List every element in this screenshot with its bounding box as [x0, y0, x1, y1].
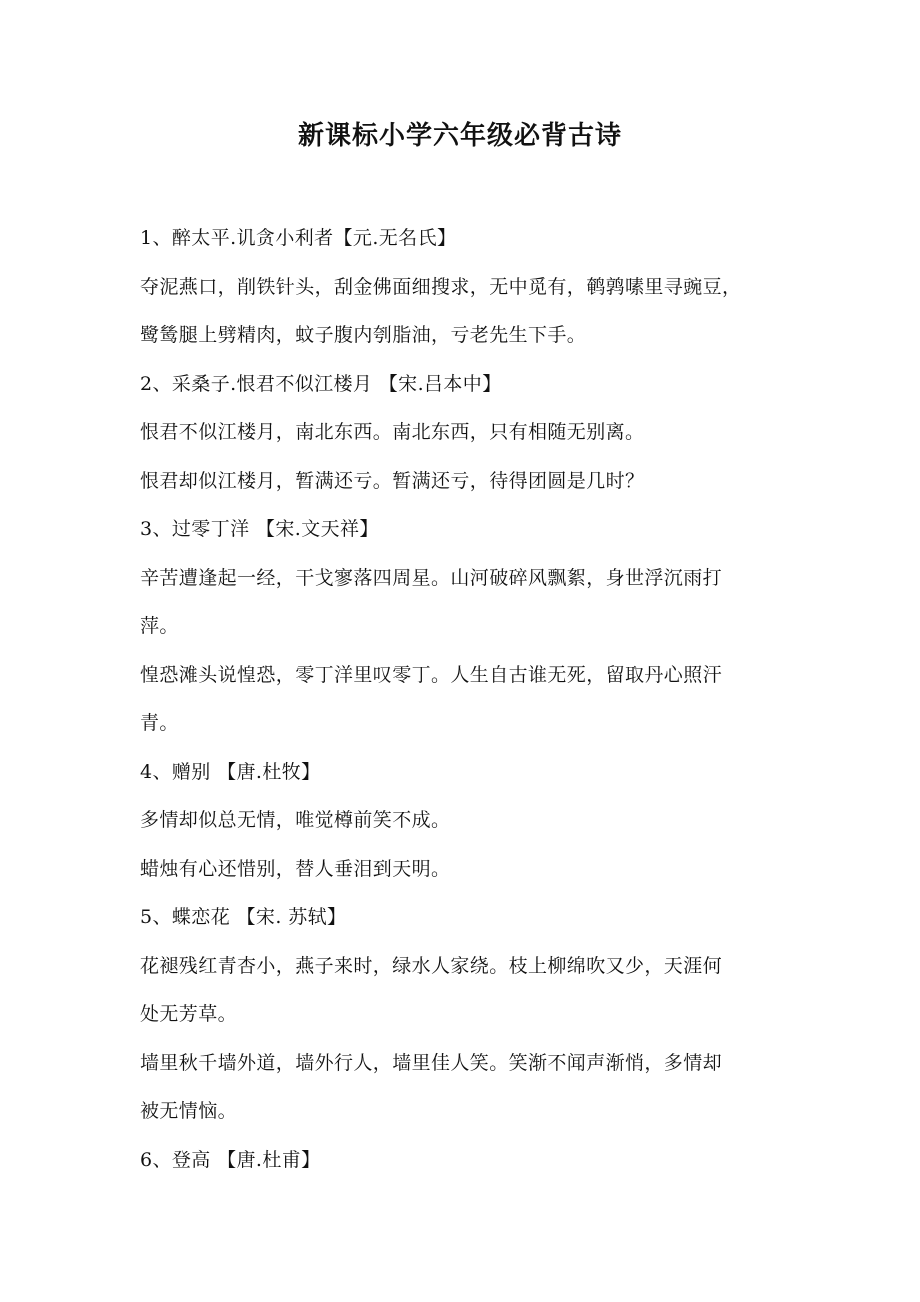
poem-1-text-line: 夺泥燕口，削铁针头，刮金佛面细搜求，无中觅有，鹌鹑嗉里寻豌豆， — [140, 275, 742, 298]
poem-5-text-line: 被无情恼。 — [140, 1100, 238, 1122]
poem-5-text-line: 花褪残红青杏小，燕子来时，绿水人家绕。枝上柳绵吹又少，天涯何 — [140, 954, 723, 977]
poem-6-heading: 6、登高 【唐.杜甫】 — [140, 1148, 321, 1171]
poem-3-text-line: 辛苦遭逢起一经，干戈寥落四周星。山河破碎风飘絮，身世浮沉雨打 — [140, 566, 723, 589]
poem-1-heading: 1、醉太平.讥贪小利者【元.无名氏】 — [140, 227, 457, 249]
poem-3-text-line: 青。 — [140, 712, 179, 734]
poem-3-text-line: 惶恐滩头说惶恐，零丁洋里叹零丁。人生自古谁无死，留取丹心照汗 — [140, 663, 723, 686]
poem-list — [140, 214, 790, 1184]
poem-5-text-line: 处无芳草。 — [140, 1003, 238, 1025]
poem-1-text-line: 鹭鸶腿上劈精肉，蚊子腹内刳脂油，亏老先生下手。 — [140, 324, 587, 346]
poem-2-text-line: 恨君却似江楼月，暂满还亏。暂满还亏，待得团圆是几时？ — [140, 469, 645, 492]
poem-5-heading: 5、蝶恋花 【宋. 苏轼】 — [140, 906, 347, 928]
poem-4-text-line: 多情却似总无情，唯觉樽前笑不成。 — [140, 809, 451, 831]
poem-5-text-line: 墙里秋千墙外道，墙外行人，墙里佳人笑。笑渐不闻声渐悄，多情却 — [140, 1051, 723, 1074]
poem-4-text-line: 蜡烛有心还惜别，替人垂泪到天明。 — [140, 857, 451, 880]
poem-3-heading: 3、过零丁洋 【宋.文天祥】 — [140, 518, 379, 540]
poem-4-heading: 4、赠别 【唐.杜牧】 — [140, 760, 321, 783]
poem-3-text-line: 萍。 — [140, 615, 179, 637]
document-title: 新课标小学六年级必背古诗 — [297, 121, 622, 151]
poem-2-text-line: 恨君不似江楼月，南北东西。南北东西，只有相随无别离。 — [140, 421, 645, 443]
poem-2-heading: 2、采桑子.恨君不似江楼月 【宋.吕本中】 — [140, 372, 502, 395]
